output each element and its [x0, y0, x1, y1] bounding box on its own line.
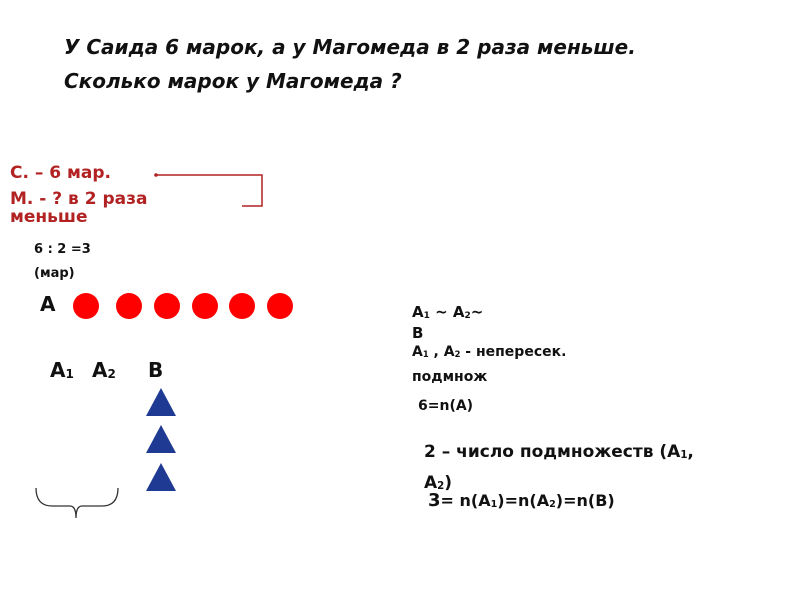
condition-line-1: С. – 6 мар. [10, 163, 112, 183]
solution-block [34, 238, 91, 286]
cardinality-note: 6=n(А) [418, 398, 474, 414]
subsets-brace [32, 486, 122, 526]
set-a-element [73, 293, 99, 319]
set-a-element [154, 293, 180, 319]
set-b-element [146, 425, 176, 453]
equivalence-note: $А_1$ ~ $А_2\sim$ В [412, 303, 484, 342]
set-b-element [146, 388, 176, 416]
set-b-label: В [148, 358, 164, 382]
condition-line-3: меньше [10, 207, 88, 227]
set-b-element [146, 463, 176, 491]
problem-text [64, 30, 636, 98]
set-a-label: А [40, 292, 56, 316]
condition-bracket [150, 168, 270, 212]
equality-note: $3= n(А_1)=n(А_2)=n(В)$ [428, 490, 615, 511]
problem-line-2: Сколько марок у Магомеда ? [64, 69, 402, 93]
subset-a1-label: $А_1$ [50, 358, 74, 382]
disjoint-note: $А_1$ , $А_2$ - непересек. подмнож [412, 344, 567, 385]
problem-line-1: У Саида 6 марок, а у Магомеда в 2 раза меньше. [64, 35, 636, 59]
solution-unit: (мар) [34, 266, 75, 281]
set-a-element [229, 293, 255, 319]
set-a-element [267, 293, 293, 319]
solution-expression: 6 : 2 =3 [34, 242, 91, 257]
set-a-element [192, 293, 218, 319]
condition-block [10, 160, 147, 230]
set-a-element [116, 293, 142, 319]
subset-count-note: 2 – число подмножеств ($А_1$, $А_2$) [424, 442, 694, 493]
condition-line-2: М. - ? в 2 раза [10, 189, 148, 209]
subset-a2-label: $А_2$ [92, 358, 116, 382]
